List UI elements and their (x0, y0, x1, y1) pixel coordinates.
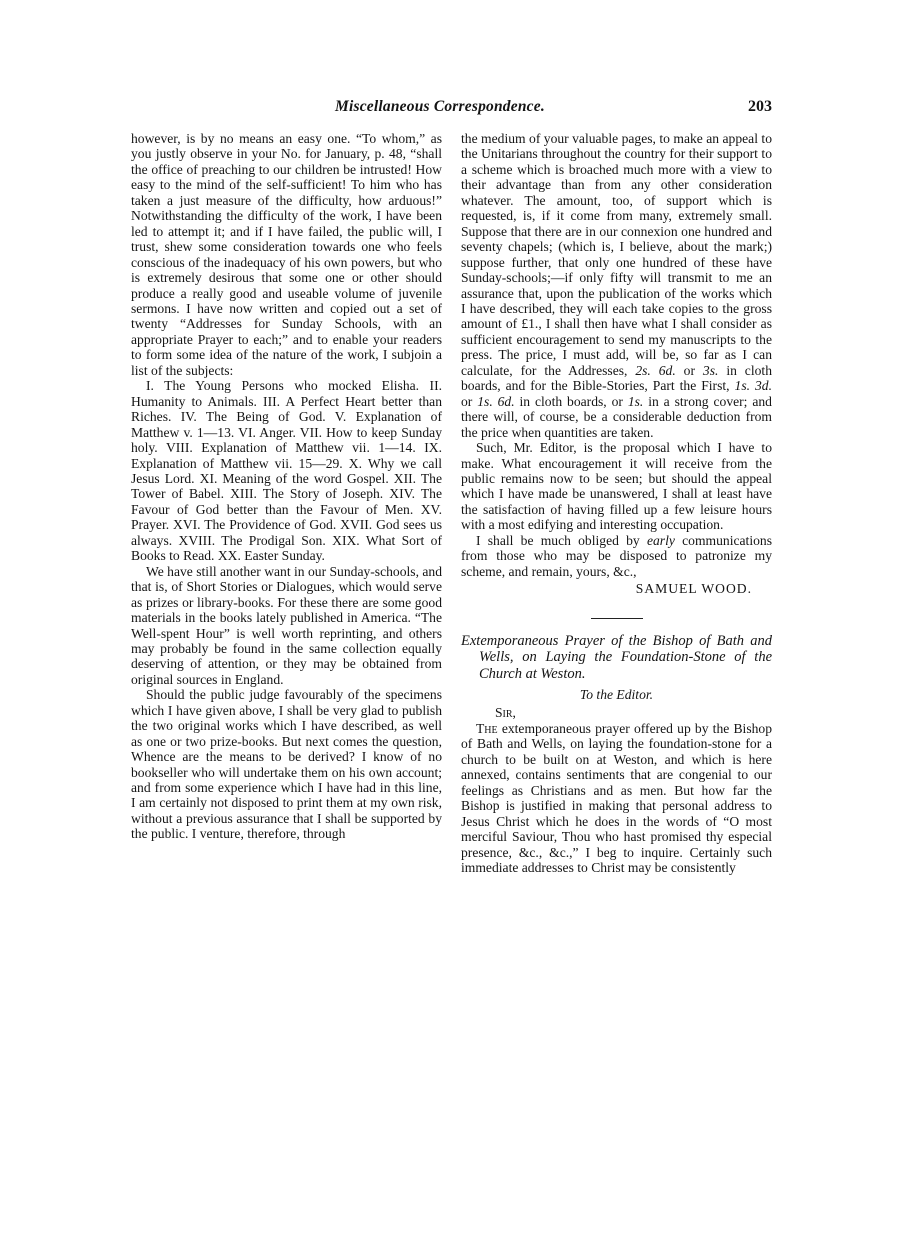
paragraph: Should the public judge favourably of the specimens which I have given above, I shall be very glad to publish the two original works which I have described, as well as one or two prize-books. But next comes the question, Whence are the means to be derived? I know of no bookseller who will undertake them on his own account; and from some experience which I have had in this line, I am certainly not disposed to print them at my own risk, without a previous assurance that I shall be supported by the public. I venture, therefore, through (131, 687, 442, 842)
left-column (131, 131, 442, 842)
paragraph-text: in cloth boards, or (514, 393, 628, 409)
paragraph: We have still another want in our Sunday-schools, and that is, of Short Stories or Dialogues, which would serve as prizes or library-books. For these there are some good materials in the books lately published in America. “The Well-spent Hour” is well worth reprinting, and others may probably be found in the same collection equally deserving of attention, or they may be obtained from original sources in England. (131, 563, 443, 687)
price: 3s. (702, 362, 719, 378)
emphasis: early (646, 532, 675, 548)
paragraph (461, 533, 772, 579)
subject-list: I. The Young Persons who mocked Elisha. II. Humanity to Animals. III. A Perfect Heart better than Riches. IV. The Being of God. V. Explanation of Matthew v. 1—13. VI. Anger. VII. How to keep Sunday holy. VIII. Explanation of Matthew vii. 1—14. IX. Explanation of Matthew vii. 15—29. X. Why we call Jesus Lord. XI. Meaning of the word Gospel. XII. The Tower of Babel. XIII. The Story of Joseph. XIV. The Favour of God better than the Favour of Men. XV. Prayer. XVI. The Providence of God. XVII. God sees us always. XVIII. The Prodigal Son. XIX. What Sort of Books to Read. XX. Easter Sunday. (131, 378, 442, 564)
paragraph-text: communications from those who may be disposed to patronize my scheme, and remain, yours, &c., (461, 532, 772, 579)
paragraph (461, 131, 772, 440)
price: 1s. 3d. (734, 378, 772, 394)
salutation: Sir, (495, 704, 516, 720)
page-number: 203 (748, 98, 772, 115)
paragraph-text: in a strong cover; and there will, of course, be a considerable deduction from the price when quantities are taken. (461, 393, 772, 440)
price: 1s. 6d. (477, 393, 515, 409)
paragraph: however, is by no means an easy one. “To whom,” as you justly observe in your No. for January, p. 48, “shall the office of preaching to our children be intrusted! How easy to the mind of the self-sufficient! To him who has taken a just measure of the difficulty, how arduous!” Notwithstanding the difficulty of the work, I have been led to attempt it; and if I have failed, the public will, I trust, shew some consideration towards one who feels conscious of the inadequacy of his own powers, but who is extremely desirous that some one or other should produce a really good and useable volume of juvenile sermons. I have now written and copied out a set of twenty “Addresses for Sunday Schools, with an appropriate Prayer to each;” and to enable your readers to form some idea of the nature of the work, I subjoin a list of the subjects: (131, 131, 442, 378)
paragraph-text: in cloth boards, and for the Bible-Stories, Part the First, (461, 362, 772, 394)
running-title: Miscellaneous Correspondence. (335, 98, 545, 115)
paragraph-text: I shall be much obliged by (476, 532, 647, 548)
paragraph-text: the medium of your valuable pages, to make an appeal to the Unitarians throughout the country for their support to a scheme which is broached much more with a view to their advantage than from any other consideration whatever. The amount, too, of support which is requested, is, if it come from many, extremely small. Suppose that there are in our connexion one hundred and seventy chapels; (which is, I believe, about the mark;) suppose further, that only one hundred of these have Sunday-schools;—if only fifty will transmit to me an assurance that, upon the publication of the works which I have described, they will each take copies to the gross amount of £1., I shall then have what I shall consider as sufficient encouragement to send my manuscripts to the press. The price, I must add, will be, so far as I can calculate, for the Addresses, (461, 131, 772, 378)
paragraph: Such, Mr. Editor, is the proposal which I have to make. What encouragement it will receive from the public remains now to be seen; but should the appeal which I have made be unanswered, I shall at least have the satisfaction of having filled up a few leisure hours with a most edifying and interesting occupation. (461, 440, 772, 533)
signature: SAMUEL WOOD. (635, 581, 752, 597)
paragraph-text: or (675, 362, 703, 378)
page-header (130, 98, 772, 118)
paragraph (461, 721, 772, 876)
right-column (461, 131, 772, 876)
section-divider (591, 618, 643, 619)
lead-word: The (476, 721, 498, 736)
price: 1s. (627, 393, 644, 409)
article-title: Extemporaneous Prayer of the Bishop of Bath and Wells, on Laying the Foundation-Stone of the Church at Weston. (461, 632, 772, 682)
paragraph-text: extemporaneous prayer offered up by the Bishop of Bath and Wells, on laying the foundation-stone for a church to be built on at Weston, and which is here annexed, contains sentiments that are congenial to our feelings as Christians and as men. But how far the Bishop is justified in making that personal address to Jesus Christ which he does in the words of “O most merciful Saviour, Thou who hast promised thy especial presence, &c., &c.,” I beg to inquire. Certainly such immediate addresses to Christ may be consistently (461, 721, 772, 876)
paragraph-text: or (461, 393, 478, 409)
price: 2s. 6d. (635, 362, 676, 378)
to-editor-heading: To the Editor. (579, 687, 654, 703)
